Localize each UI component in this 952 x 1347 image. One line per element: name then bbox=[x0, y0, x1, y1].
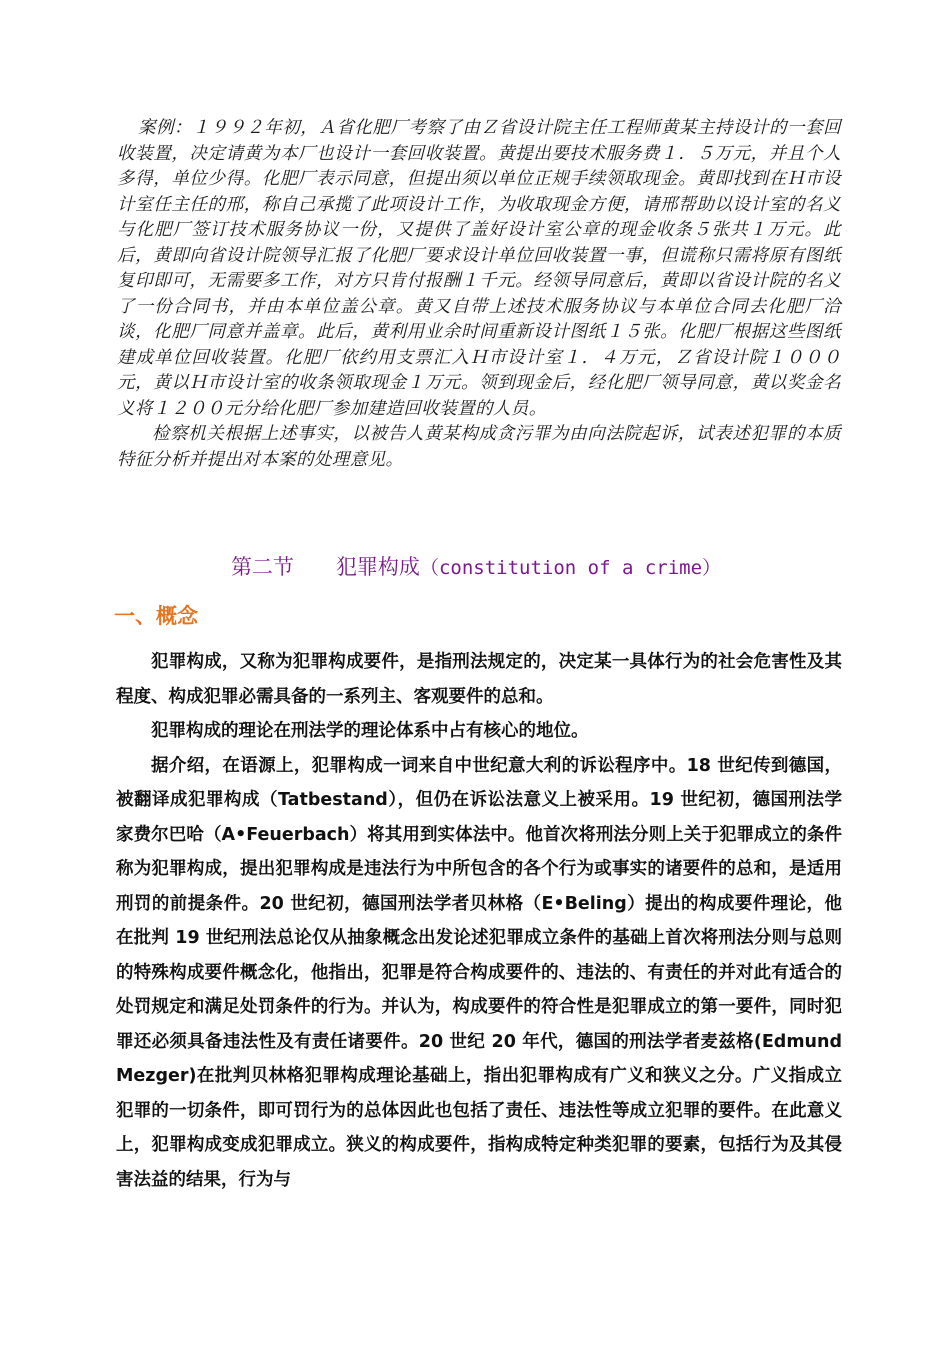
section-title bbox=[0, 551, 952, 581]
section-title-cn: 犯罪构成 bbox=[335, 555, 420, 579]
body-text bbox=[116, 645, 842, 1197]
body-paragraph-history: 据介绍，在语源上，犯罪构成一词来自中世纪意大利的诉讼程序中。18 世纪传到德国，被翻译成犯罪构成（Tatbestand），但仍在诉讼法意义上被采用。19 世纪初，德国刑法学家费尔巴哈（A•Feuerbach）将其用到实体法中。他首次将刑法分则上关于犯罪成立的条件称为犯罪构成，提出犯罪构成是违法行为中所包含的各个行为或事实的诸要件的总和，是适用刑罚的前提条件。20 世纪初，德国刑法学者贝林格（E•Beling）提出的构成要件理论，他在批判 19 世纪刑法总论仅从抽象概念出发论述犯罪成立条件的基础上首次将刑法分则与总则的特殊构成要件概念化，他指出，犯罪是符合构成要件的、违法的、有责任的并对此有适合的处罚规定和满足处罚条件的行为。并认为，构成要件的符合性是犯罪成立的第一要件，同时犯罪还必须具备违法性及有责任诸要件。20 世纪 20 年代，德国的刑法学者麦兹格(Edmund Mezger)在批判贝林格犯罪构成理论基础上，指出犯罪构成有广义和狭义之分。广义指成立犯罪的一切条件，即可罚行为的总体因此也包括了责任、违法性等成立犯罪的要件。在此意义上，犯罪构成变成犯罪成立。狭义的构成要件，指构成特定种类犯罪的要素，包括行为及其侵害法益的结果，行为与 bbox=[116, 755, 842, 1190]
case-example bbox=[117, 116, 841, 473]
case-question: 检察机关根据上述事实，以被告人黄某构成贪污罪为由向法院起诉，试表述犯罪的本质特征分析并提出对本案的处理意见。 bbox=[117, 424, 841, 470]
subsection-heading: 一、概念 bbox=[114, 604, 198, 628]
body-paragraph-status: 犯罪构成的理论在刑法学的理论体系中占有核心的地位。 bbox=[151, 721, 589, 741]
section-title-en: （constitution of a crime） bbox=[419, 557, 722, 579]
section-number: 第二节 bbox=[230, 555, 294, 579]
case-paragraph: 案例：１９９２年初，Ａ省化肥厂考察了由Ｚ省设计院主任工程师黄某主持设计的一套回收装置，决定请黄为本厂也设计一套回收装置。黄提出要技术服务费１．５万元，并且个人多得，单位少得。化肥厂表示同意，但提出须以单位正规手续领取现金。黄即找到在Ｈ市设计室任主任的邢，称自己承揽了此项设计工作，为收取现金方便，请邢帮助以设计室的名义与化肥厂签订技术服务协议一份，又提供了盖好设计室公章的现金收条５张共１万元。此后，黄即向省设计院领导汇报了化肥厂要求设计单位回收装置一事，但谎称只需将原有图纸复印即可，无需要多工作，对方只肯付报酬１千元。经领导同意后，黄即以省设计院的名义了一份合同书，并由本单位盖公章。黄又自带上述技术服务协议与本单位合同去化肥厂洽谈，化肥厂同意并盖章。此后，黄利用业余时间重新设计图纸１５张。化肥厂根据这些图纸建成单位回收装置。化肥厂依约用支票汇入Ｈ市设计室１．４万元，Ｚ省设计院１０００元，黄以Ｈ市设计室的收条领取现金１万元。领到现金后，经化肥厂领导同意，黄以奖金名义将１２００元分给化肥厂参加建造回收装置的人员。 bbox=[117, 118, 841, 419]
body-paragraph-definition: 犯罪构成，又称为犯罪构成要件，是指刑法规定的，决定某一具体行为的社会危害性及其程度、构成犯罪必需具备的一系列主、客观要件的总和。 bbox=[116, 652, 842, 707]
